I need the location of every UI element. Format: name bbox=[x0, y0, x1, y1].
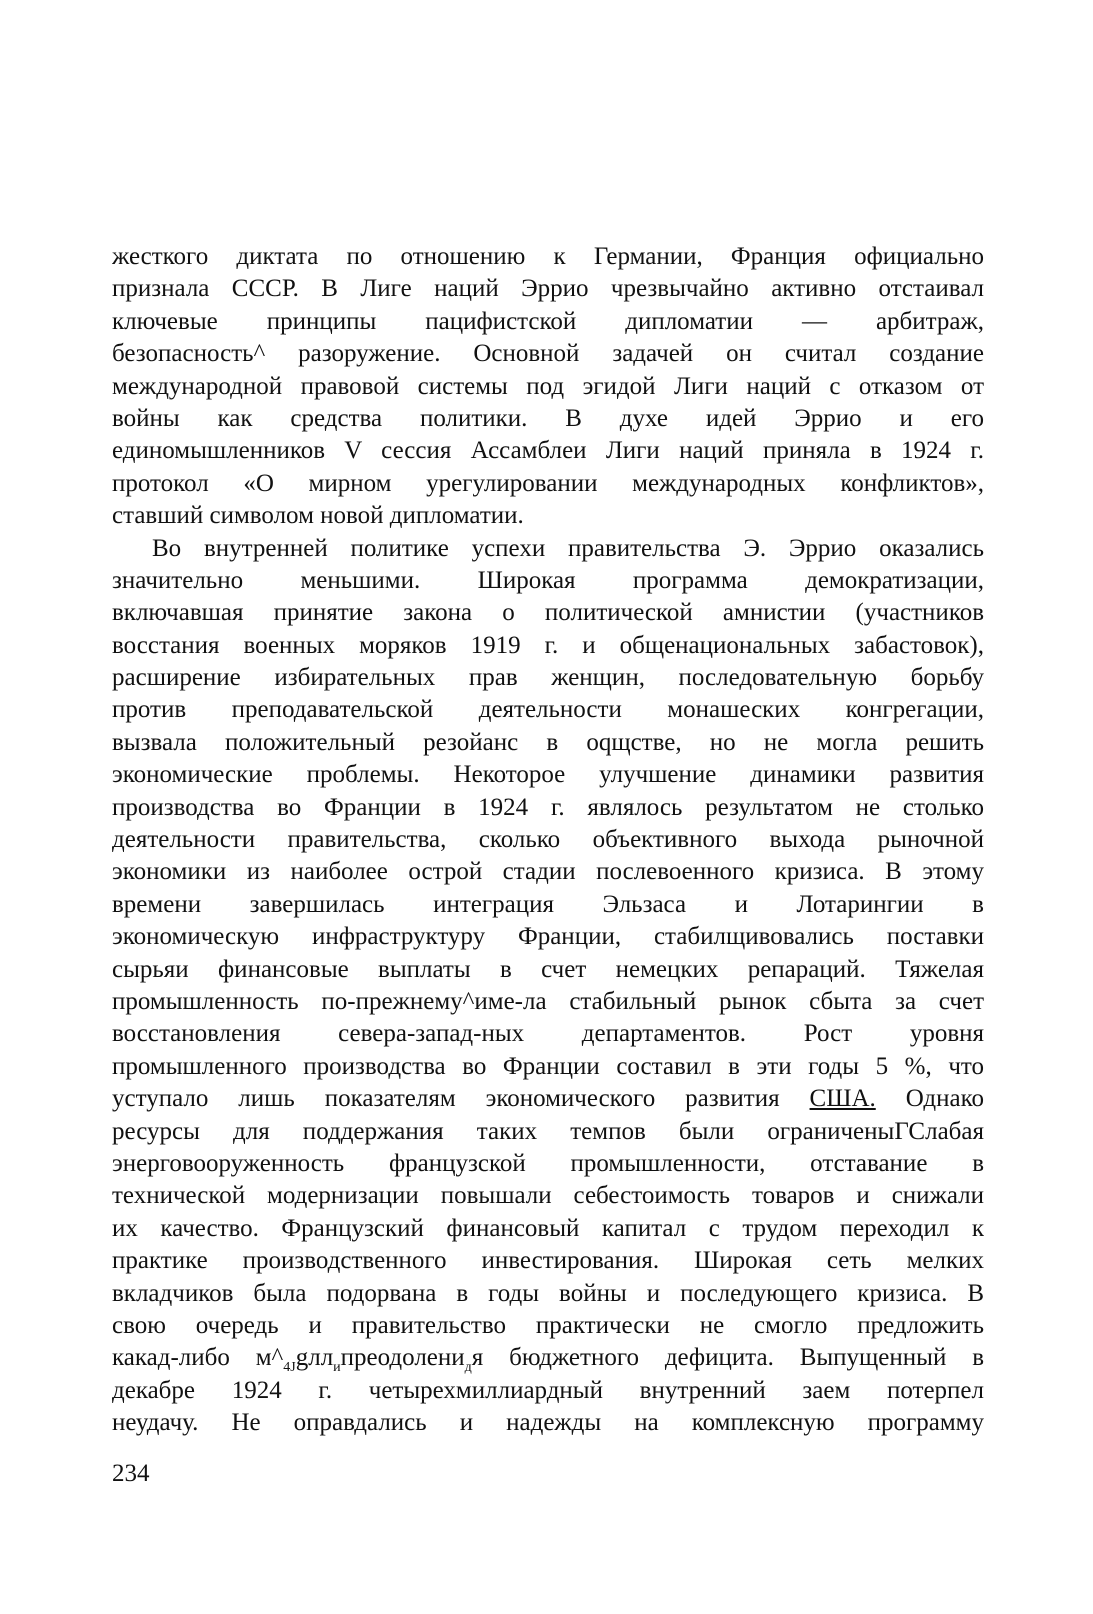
text-line: практике производственного инвестирования. Широкая сеть мелких bbox=[112, 1247, 984, 1275]
text-line: экономики из наиболее острой стадии послевоенного кризиса. В этому bbox=[112, 858, 984, 886]
text-line: жесткого диктата по отношению к Германии, Франция официально bbox=[112, 243, 984, 270]
text-line: вкладчиков была подорвана в годы войны и последующего кризиса. В bbox=[112, 1279, 984, 1307]
text-line: международной правовой системы под эгидой Лиги наций с отказом от bbox=[112, 372, 984, 400]
text-line: времени завершилась интеграция Эльзаса и Лотарингии в bbox=[112, 890, 984, 918]
subscript-segment: д bbox=[464, 1360, 472, 1375]
text-line: против преподавательской деятельности монашеских конгрегации, bbox=[112, 696, 984, 724]
text-line: деятельности правительства, сколько объективного выхода рыночной bbox=[112, 826, 984, 854]
text-line: сырьяи финансовые выплаты в счет немецких репараций. Тяжелая bbox=[112, 955, 984, 983]
text-line: протокол «О мирном урегулировании международных конфликтов», bbox=[112, 469, 984, 497]
text-line: единомышленников V сессия Ассамблеи Лиги наций приняла в 1924 г. bbox=[112, 437, 984, 465]
text-line: промышленность по-прежнему^име-ла стабильный рынок сбыта за счет bbox=[112, 987, 984, 1015]
text-line: признала СССР. В Лиге наций Эррио чрезвычайно активно отстаивал bbox=[112, 275, 984, 303]
page-number: 234 bbox=[112, 1460, 150, 1487]
text-line: восстания военных моряков 1919 г. и общенациональных забастовок), bbox=[112, 631, 984, 659]
text-line: декабре 1924 г. четырехмиллиардный внутренний заем потерпел bbox=[112, 1376, 984, 1404]
text-line: экономическую инфраструктуру Франции, стабилщивовались поставки bbox=[112, 923, 984, 951]
paragraph-first-line: Во внутренней политике успехи правительства Э. Эррио оказались bbox=[152, 534, 984, 562]
text-line: включавшая принятие закона о политической амнистии (участников bbox=[112, 599, 984, 627]
text-line: ключевые принципы пацифистской дипломатии — арбитраж, bbox=[112, 307, 984, 335]
text-line: восстановления севера-запад-ных департаментов. Рост уровня bbox=[112, 1020, 984, 1048]
text-line: значительно меньшими. Широкая программа демократизации, bbox=[112, 566, 984, 594]
body-text bbox=[112, 241, 984, 1439]
text-line: производства во Франции в 1924 г. являлось результатом не столько bbox=[112, 793, 984, 821]
text-line: войны как средства политики. В духе идей Эррио и его bbox=[112, 404, 984, 432]
text-segment: преодолени bbox=[340, 1344, 465, 1372]
text-segment: Однако bbox=[875, 1085, 984, 1113]
text-line: вызвала положительный резойанс в оqщстве, но не могла решить bbox=[112, 728, 984, 756]
text-line: промышленного производства во Франции составил в эти годы 5 %, что bbox=[112, 1052, 984, 1080]
text-line: расширение избирательных прав женщин, последовательную борьбу bbox=[112, 664, 984, 692]
text-line: технической модернизации повышали себестоимость товаров и снижали bbox=[112, 1182, 984, 1210]
text-line: ресурсы для поддержания таких темпов были ограниченыГСлабая bbox=[112, 1117, 984, 1145]
text-line: неудачу. Не оправдались и надежды на комплексную программу bbox=[112, 1409, 984, 1437]
text-line: свою очередь и правительство практически не смогло предложить bbox=[112, 1311, 984, 1339]
text-line: энерговооруженность французской промышленности, отставание в bbox=[112, 1149, 984, 1177]
text-segment: какад-либо м^ bbox=[112, 1344, 284, 1372]
text-segment: уступало лишь показателям экономического развития bbox=[112, 1085, 810, 1113]
subscript-segment: и bbox=[333, 1360, 341, 1375]
text-line: экономические проблемы. Некоторое улучшение динамики развития bbox=[112, 761, 984, 789]
text-line: ставший символом новой дипломатии. bbox=[112, 502, 524, 530]
text-segment: gлл bbox=[295, 1344, 334, 1372]
text-line: безопасность^ разоружение. Основной задачей он считал создание bbox=[112, 340, 984, 368]
usa-link[interactable]: США. bbox=[809, 1085, 876, 1113]
text-segment: я бюджетного дефицита. Выпущенный в bbox=[471, 1344, 984, 1372]
text-line: их качество. Французский финансовый капитал с трудом переходил к bbox=[112, 1214, 984, 1242]
text-line-garbled bbox=[112, 1342, 984, 1374]
subscript-segment: 4J bbox=[283, 1360, 296, 1375]
text-line-with-link bbox=[112, 1083, 984, 1115]
